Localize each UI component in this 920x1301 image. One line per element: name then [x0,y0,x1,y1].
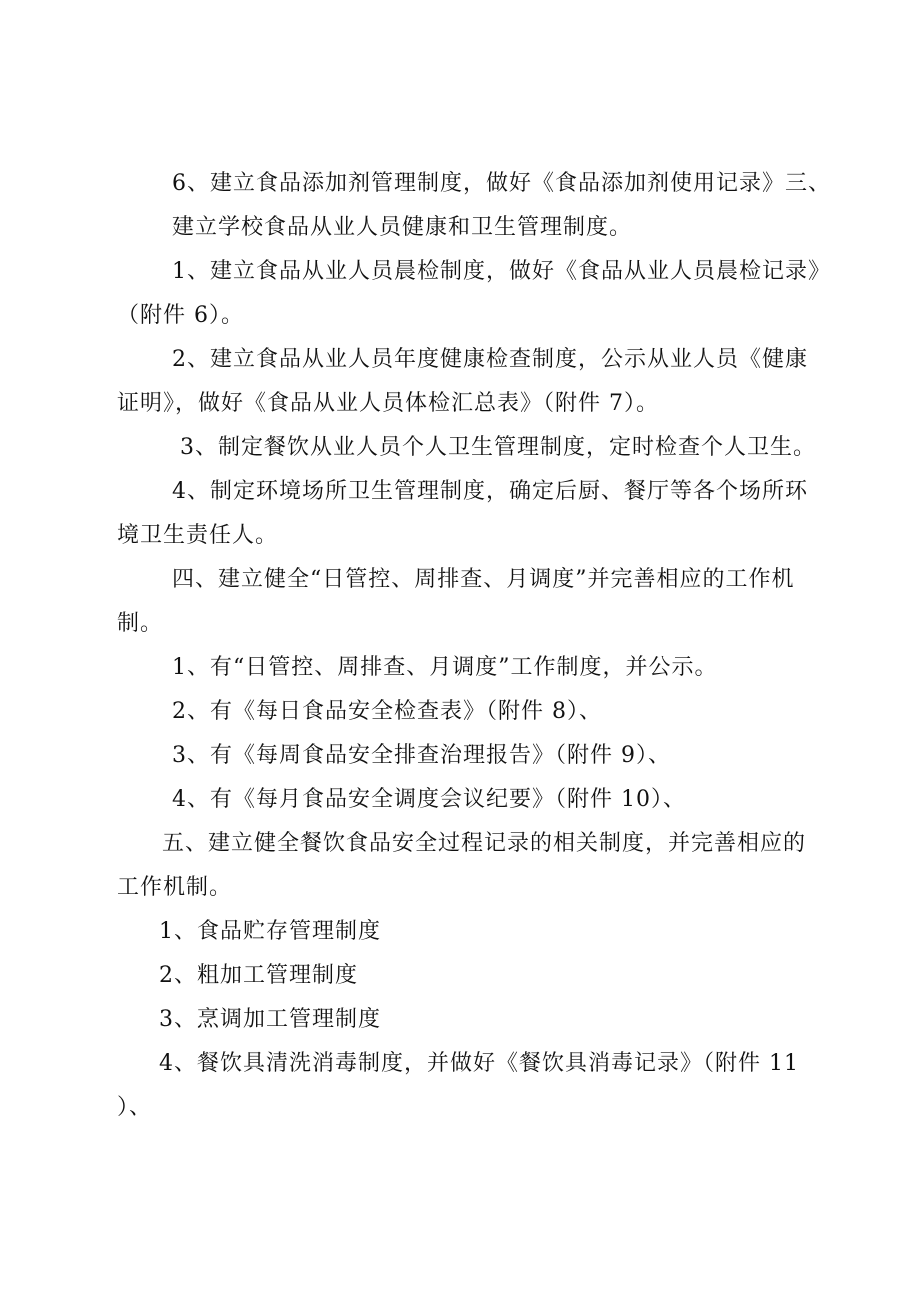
text-line: 制。 [117,611,164,636]
text-line: 4、餐饮具清洗消毒制度，并做好《餐饮具消毒记录》（附件 11 [159,1051,799,1076]
text-line: 工作机制。 [117,875,233,900]
text-line: 1、有“日管控、周排查、月调度”工作制度，并公示。 [172,655,718,680]
text-line: 2、粗加工管理制度 [159,963,358,988]
text-line: 1、建立食品从业人员晨检制度，做好《食品从业人员晨检记录》 [172,259,831,284]
text-line: 五、建立健全餐饮食品安全过程记录的相关制度，并完善相应的 [162,831,807,856]
text-line: 6、建立食品添加剂管理制度，做好《食品添加剂使用记录》三、 [172,171,831,196]
text-line: 3、制定餐饮从业人员个人卫生管理制度，定时检查个人卫生。 [180,435,816,460]
text-line: 1、食品贮存管理制度 [159,919,381,944]
text-line: 4、制定环境场所卫生管理制度，确定后厨、餐厅等各个场所环 [172,479,808,504]
text-line: 境卫生责任人。 [117,523,279,548]
text-line: 2、建立食品从业人员年度健康检查制度，公示从业人员《健康 [172,347,808,372]
text-line: 3、有《每周食品安全排查治理报告》（附件 9）、 [172,743,671,768]
text-line: 建立学校食品从业人员健康和卫生管理制度。 [172,215,633,240]
text-line: 4、有《每月食品安全调度会议纪要》（附件 10）、 [172,787,686,812]
text-line: 2、有《每日食品安全检查表》（附件 8）、 [172,699,602,724]
text-line: 四、建立健全“日管控、周排查、月调度”并完善相应的工作机 [172,567,795,592]
text-line: 3、烹调加工管理制度 [159,1007,381,1032]
text-line: （附件 6）。 [117,303,244,328]
text-line: 证明》，做好《食品从业人员体检汇总表》（附件 7）。 [117,391,659,416]
text-line: ）、 [117,1095,153,1120]
